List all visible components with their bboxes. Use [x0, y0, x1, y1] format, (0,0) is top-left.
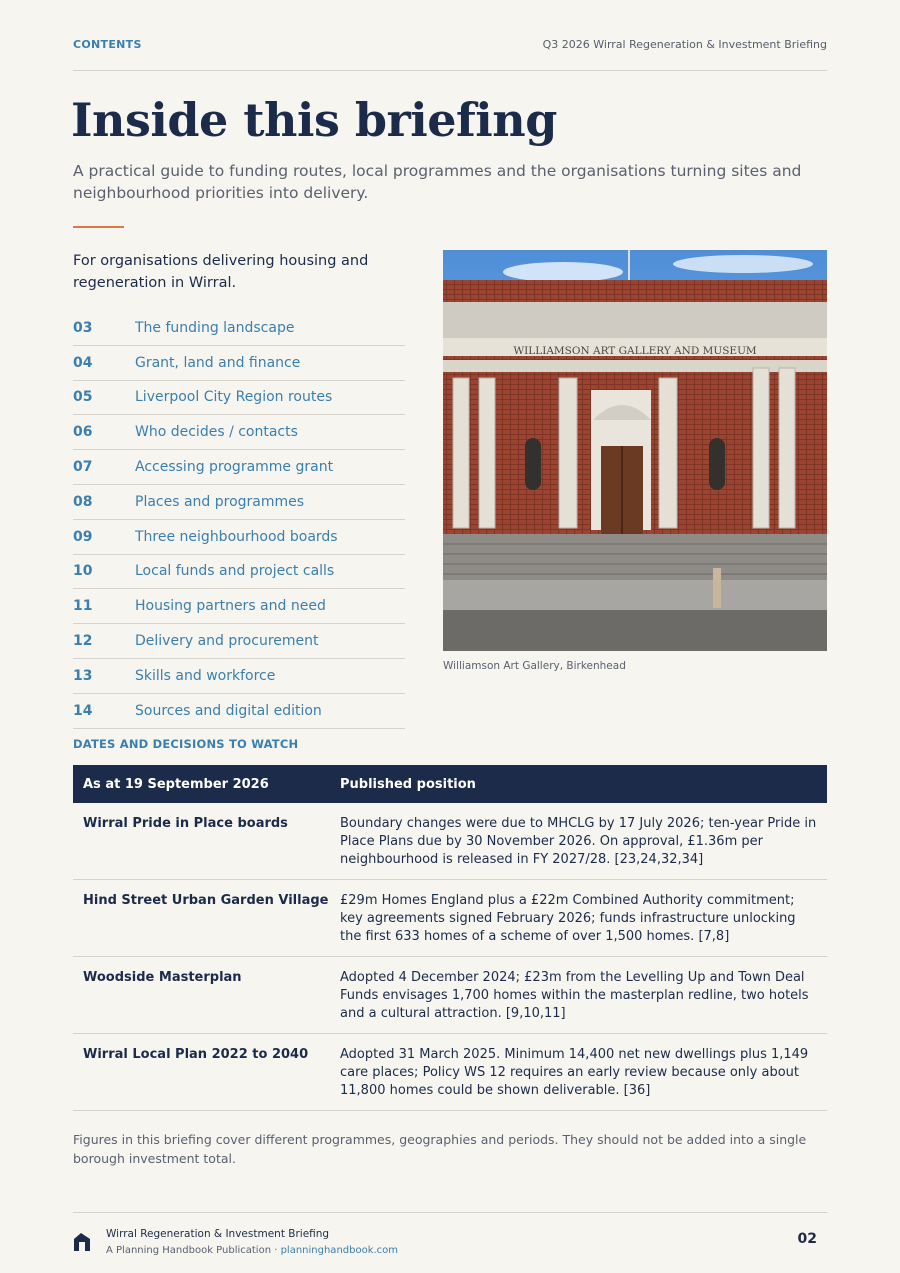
page-subtitle: A practical guide to funding routes, local programmes and the organisations turning sites and neighbourhood priorities into delivery.	[73, 162, 802, 202]
row-position: Boundary changes were due to MHCLG by 17 July 2026; ten-year Pride in Place Plans due by 30 November 2026. On approval, £1.36m per neighbourhood is released in FY 2027/28. [23,24,32,34]	[340, 816, 817, 867]
toc-label: Who decides / contacts	[135, 424, 298, 441]
house-logo-icon	[73, 1232, 91, 1252]
toc-page-number: 12	[73, 633, 93, 650]
publication-title: Q3 2026 Wirral Regeneration & Investment Briefing	[542, 38, 827, 51]
toc-item[interactable]	[73, 555, 405, 590]
toc-label: Places and programmes	[135, 493, 305, 510]
footer-tagline	[106, 1245, 398, 1256]
toc-page-number: 07	[73, 459, 93, 476]
gallery-photo	[443, 250, 827, 651]
section-label: CONTENTS	[73, 38, 142, 51]
toc-label: Liverpool City Region routes	[135, 389, 333, 406]
row-item: Wirral Pride in Place boards	[83, 816, 288, 831]
toc-label: Delivery and procurement	[135, 633, 319, 650]
toc-item[interactable]	[73, 311, 405, 346]
toc-label: Skills and workforce	[135, 667, 276, 684]
toc-label: Housing partners and need	[135, 598, 326, 615]
toc-page-number: 11	[73, 598, 93, 615]
row-item: Hind Street Urban Garden Village	[83, 893, 329, 908]
toc-label: Sources and digital edition	[135, 702, 322, 719]
table-row	[73, 1034, 827, 1111]
footer-tagline-text: A Planning Handbook Publication ·	[106, 1245, 281, 1256]
table-row	[73, 957, 827, 1034]
toc-page-number: 14	[73, 702, 93, 719]
page-header	[73, 38, 827, 71]
toc-page-number: 03	[73, 319, 93, 336]
footer-site-link[interactable]: planninghandbook.com	[280, 1245, 399, 1256]
column-header: As at 19 September 2026	[83, 776, 269, 792]
toc-label: Grant, land and finance	[135, 354, 301, 371]
toc-page-number: 05	[73, 389, 93, 406]
footnote: Figures in this briefing cover different programmes, geographies and periods. They should not be added into a single borough investment total.	[73, 1132, 807, 1166]
table-row	[73, 803, 827, 880]
row-position: Adopted 4 December 2024; £23m from the Levelling Up and Town Deal Funds envisages 1,700 homes within the masterplan redline, two hotels and a cultural attraction. [9,10,11]	[340, 970, 809, 1021]
footer-publication: Wirral Regeneration & Investment Briefing	[106, 1228, 330, 1240]
toc-item[interactable]	[73, 450, 405, 485]
intro-text: For organisations delivering housing and regeneration in Wirral.	[73, 253, 369, 291]
toc-page-number: 08	[73, 493, 93, 510]
toc-item[interactable]	[73, 381, 405, 416]
toc-page-number: 04	[73, 354, 93, 371]
page-footer	[73, 1212, 827, 1262]
toc-item[interactable]	[73, 589, 405, 624]
page-number: 02	[797, 1231, 817, 1247]
row-item: Wirral Local Plan 2022 to 2040	[83, 1047, 309, 1062]
toc-label: Local funds and project calls	[135, 563, 335, 580]
toc-page-number: 10	[73, 563, 93, 580]
toc-item[interactable]	[73, 485, 405, 520]
dates-table	[73, 765, 827, 1111]
toc-page-number: 09	[73, 528, 93, 545]
toc-label: Accessing programme grant	[135, 459, 334, 476]
row-position: Adopted 31 March 2025. Minimum 14,400 net new dwellings plus 1,149 care places; Policy WS 12 requires an early review because only about 11,800 homes could be shown deliverable. [36]	[340, 1047, 809, 1098]
toc-label: Three neighbourhood boards	[135, 528, 338, 545]
watch-heading: DATES AND DECISIONS TO WATCH	[73, 737, 299, 751]
accent-rule	[73, 226, 124, 228]
toc-page-number: 13	[73, 667, 93, 684]
toc-page-number: 06	[73, 424, 93, 441]
toc-item[interactable]	[73, 694, 405, 729]
table-of-contents	[73, 311, 405, 729]
photo-caption: Williamson Art Gallery, Birkenhead	[443, 660, 626, 672]
toc-item[interactable]	[73, 659, 405, 694]
building-inscription: WILLIAMSON ART GALLERY AND MUSEUM	[513, 345, 757, 357]
page-title: Inside this briefing	[71, 93, 557, 147]
toc-item[interactable]	[73, 346, 405, 381]
toc-item[interactable]	[73, 520, 405, 555]
toc-item[interactable]	[73, 624, 405, 659]
toc-label: The funding landscape	[135, 319, 295, 336]
table-header	[73, 765, 827, 803]
toc-item[interactable]	[73, 415, 405, 450]
row-position: £29m Homes England plus a £22m Combined Authority commitment; key agreements signed February 2026; funds infrastructure unlocking the first 633 homes of a scheme of over 1,500 homes. [7,8]	[340, 893, 796, 944]
column-header: Published position	[340, 776, 476, 792]
table-row	[73, 880, 827, 957]
row-item: Woodside Masterplan	[83, 970, 242, 985]
